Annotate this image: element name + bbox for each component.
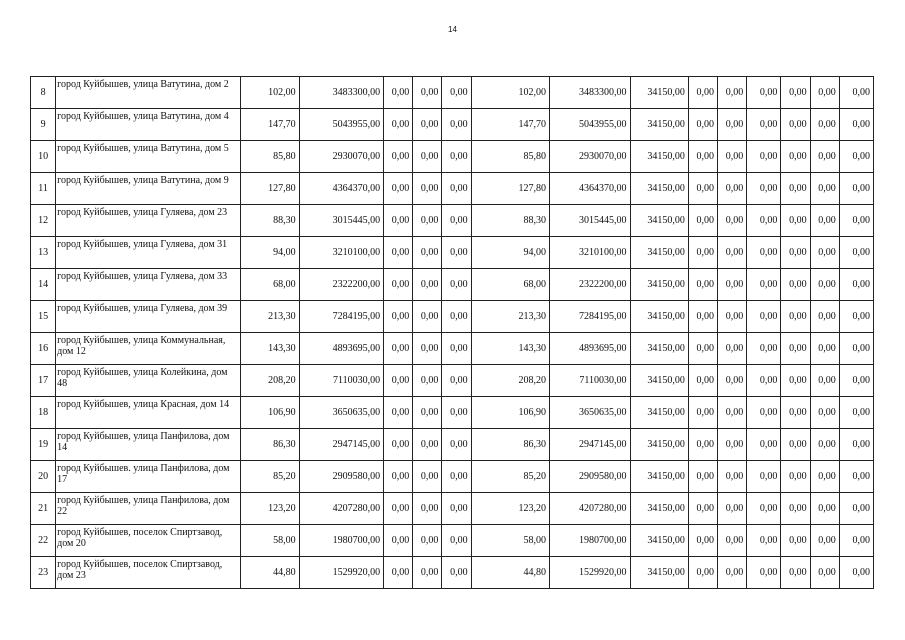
value-cell: 68,00 xyxy=(241,269,299,301)
value-cell: 0,00 xyxy=(718,397,747,429)
table-row xyxy=(31,397,874,429)
table-row xyxy=(31,461,874,493)
value-cell: 34150,00 xyxy=(630,141,688,173)
value-cell: 0,00 xyxy=(688,237,717,269)
value-cell: 0,00 xyxy=(718,557,747,589)
value-cell: 0,00 xyxy=(718,493,747,525)
value-cell: 88,30 xyxy=(241,205,299,237)
value-cell: 143,30 xyxy=(471,333,549,365)
value-cell: 86,30 xyxy=(241,429,299,461)
value-cell: 0,00 xyxy=(688,141,717,173)
value-cell: 0,00 xyxy=(839,205,873,237)
address-cell: город Куйбышев, улица Ватутина, дом 4 xyxy=(56,109,241,141)
value-cell: 0,00 xyxy=(442,461,471,493)
value-cell: 0,00 xyxy=(413,365,442,397)
value-cell: 0,00 xyxy=(718,461,747,493)
value-cell: 0,00 xyxy=(384,461,413,493)
value-cell: 0,00 xyxy=(413,557,442,589)
table-row xyxy=(31,173,874,205)
value-cell: 0,00 xyxy=(442,77,471,109)
value-cell: 0,00 xyxy=(718,429,747,461)
value-cell: 0,00 xyxy=(718,525,747,557)
value-cell: 0,00 xyxy=(413,461,442,493)
value-cell: 34150,00 xyxy=(630,109,688,141)
value-cell: 0,00 xyxy=(747,461,781,493)
value-cell: 123,20 xyxy=(241,493,299,525)
value-cell: 7110030,00 xyxy=(299,365,384,397)
value-cell: 0,00 xyxy=(442,205,471,237)
value-cell: 0,00 xyxy=(442,365,471,397)
value-cell: 0,00 xyxy=(413,525,442,557)
value-cell: 85,80 xyxy=(471,141,549,173)
address-cell: город Куйбышев, улица Панфилова, дом 22 xyxy=(56,493,241,525)
value-cell: 0,00 xyxy=(810,109,839,141)
address-cell: город Куйбышев, улица Колейкина, дом 48 xyxy=(56,365,241,397)
value-cell: 0,00 xyxy=(747,205,781,237)
value-cell: 0,00 xyxy=(810,77,839,109)
address-cell: город Куйбышев, улица Ватутина, дом 5 xyxy=(56,141,241,173)
table-row xyxy=(31,109,874,141)
value-cell: 0,00 xyxy=(688,493,717,525)
value-cell: 0,00 xyxy=(384,493,413,525)
value-cell: 0,00 xyxy=(688,205,717,237)
row-number: 14 xyxy=(31,269,56,301)
value-cell: 0,00 xyxy=(688,557,717,589)
value-cell: 102,00 xyxy=(241,77,299,109)
value-cell: 106,90 xyxy=(471,397,549,429)
value-cell: 34150,00 xyxy=(630,397,688,429)
value-cell: 34150,00 xyxy=(630,333,688,365)
value-cell: 0,00 xyxy=(810,269,839,301)
value-cell: 123,20 xyxy=(471,493,549,525)
value-cell: 94,00 xyxy=(471,237,549,269)
value-cell: 0,00 xyxy=(688,269,717,301)
value-cell: 5043955,00 xyxy=(299,109,384,141)
value-cell: 0,00 xyxy=(747,109,781,141)
value-cell: 34150,00 xyxy=(630,525,688,557)
value-cell: 3210100,00 xyxy=(299,237,384,269)
value-cell: 0,00 xyxy=(688,525,717,557)
value-cell: 0,00 xyxy=(688,301,717,333)
address-cell: город Куйбышев, улица Гуляева, дом 31 xyxy=(56,237,241,269)
value-cell: 0,00 xyxy=(839,237,873,269)
value-cell: 7110030,00 xyxy=(550,365,630,397)
value-cell: 0,00 xyxy=(688,429,717,461)
address-cell: город Куйбышев, улица Ватутина, дом 2 xyxy=(56,77,241,109)
value-cell: 0,00 xyxy=(839,429,873,461)
row-number: 16 xyxy=(31,333,56,365)
value-cell: 0,00 xyxy=(442,557,471,589)
value-cell: 34150,00 xyxy=(630,493,688,525)
value-cell: 143,30 xyxy=(241,333,299,365)
value-cell: 0,00 xyxy=(839,301,873,333)
value-cell: 0,00 xyxy=(810,237,839,269)
address-cell: город Куйбышев, поселок Спиртзавод, дом 23 xyxy=(56,557,241,589)
table-row xyxy=(31,429,874,461)
value-cell: 0,00 xyxy=(810,397,839,429)
value-cell: 0,00 xyxy=(688,109,717,141)
value-cell: 2909580,00 xyxy=(550,461,630,493)
table-row xyxy=(31,365,874,397)
value-cell: 0,00 xyxy=(413,109,442,141)
value-cell: 44,80 xyxy=(471,557,549,589)
value-cell: 0,00 xyxy=(413,77,442,109)
address-cell: город Куйбышев, улица Ватутина, дом 9 xyxy=(56,173,241,205)
data-table xyxy=(30,76,874,589)
value-cell: 213,30 xyxy=(241,301,299,333)
row-number: 20 xyxy=(31,461,56,493)
value-cell: 0,00 xyxy=(718,109,747,141)
value-cell: 3483300,00 xyxy=(299,77,384,109)
value-cell: 0,00 xyxy=(839,333,873,365)
value-cell: 0,00 xyxy=(688,173,717,205)
row-number: 21 xyxy=(31,493,56,525)
value-cell: 2947145,00 xyxy=(550,429,630,461)
value-cell: 0,00 xyxy=(688,461,717,493)
value-cell: 34150,00 xyxy=(630,301,688,333)
value-cell: 213,30 xyxy=(471,301,549,333)
value-cell: 0,00 xyxy=(384,301,413,333)
value-cell: 0,00 xyxy=(781,557,810,589)
table-row xyxy=(31,237,874,269)
value-cell: 0,00 xyxy=(810,525,839,557)
value-cell: 0,00 xyxy=(810,557,839,589)
value-cell: 0,00 xyxy=(810,461,839,493)
value-cell: 34150,00 xyxy=(630,365,688,397)
table-row xyxy=(31,77,874,109)
row-number: 13 xyxy=(31,237,56,269)
value-cell: 85,20 xyxy=(241,461,299,493)
value-cell: 0,00 xyxy=(442,301,471,333)
value-cell: 0,00 xyxy=(688,365,717,397)
value-cell: 127,80 xyxy=(471,173,549,205)
row-number: 10 xyxy=(31,141,56,173)
value-cell: 0,00 xyxy=(781,77,810,109)
value-cell: 4364370,00 xyxy=(550,173,630,205)
value-cell: 0,00 xyxy=(810,429,839,461)
value-cell: 0,00 xyxy=(384,237,413,269)
value-cell: 0,00 xyxy=(781,461,810,493)
value-cell: 106,90 xyxy=(241,397,299,429)
value-cell: 58,00 xyxy=(471,525,549,557)
value-cell: 58,00 xyxy=(241,525,299,557)
value-cell: 0,00 xyxy=(442,109,471,141)
value-cell: 0,00 xyxy=(747,557,781,589)
value-cell: 68,00 xyxy=(471,269,549,301)
value-cell: 0,00 xyxy=(781,397,810,429)
value-cell: 208,20 xyxy=(471,365,549,397)
value-cell: 0,00 xyxy=(781,141,810,173)
value-cell: 0,00 xyxy=(781,269,810,301)
value-cell: 0,00 xyxy=(718,301,747,333)
row-number: 9 xyxy=(31,109,56,141)
value-cell: 0,00 xyxy=(688,77,717,109)
value-cell: 34150,00 xyxy=(630,77,688,109)
address-cell: город Куйбышев, улица Гуляева, дом 33 xyxy=(56,269,241,301)
row-number: 8 xyxy=(31,77,56,109)
value-cell: 0,00 xyxy=(384,333,413,365)
value-cell: 208,20 xyxy=(241,365,299,397)
value-cell: 88,30 xyxy=(471,205,549,237)
value-cell: 0,00 xyxy=(747,301,781,333)
value-cell: 0,00 xyxy=(384,525,413,557)
value-cell: 34150,00 xyxy=(630,173,688,205)
value-cell: 0,00 xyxy=(688,397,717,429)
value-cell: 0,00 xyxy=(384,173,413,205)
value-cell: 0,00 xyxy=(747,237,781,269)
value-cell: 4207280,00 xyxy=(550,493,630,525)
value-cell: 0,00 xyxy=(442,493,471,525)
value-cell: 1529920,00 xyxy=(299,557,384,589)
value-cell: 3015445,00 xyxy=(299,205,384,237)
value-cell: 0,00 xyxy=(718,269,747,301)
address-cell: город Куйбышев, улица Гуляева, дом 39 xyxy=(56,301,241,333)
value-cell: 0,00 xyxy=(747,141,781,173)
row-number: 19 xyxy=(31,429,56,461)
value-cell: 3650635,00 xyxy=(299,397,384,429)
value-cell: 0,00 xyxy=(442,173,471,205)
value-cell: 34150,00 xyxy=(630,269,688,301)
value-cell: 2322200,00 xyxy=(550,269,630,301)
value-cell: 2930070,00 xyxy=(299,141,384,173)
value-cell: 0,00 xyxy=(747,77,781,109)
value-cell: 0,00 xyxy=(384,269,413,301)
value-cell: 5043955,00 xyxy=(550,109,630,141)
value-cell: 0,00 xyxy=(747,333,781,365)
value-cell: 34150,00 xyxy=(630,429,688,461)
value-cell: 1980700,00 xyxy=(550,525,630,557)
value-cell: 0,00 xyxy=(442,269,471,301)
value-cell: 0,00 xyxy=(839,365,873,397)
value-cell: 0,00 xyxy=(718,173,747,205)
value-cell: 0,00 xyxy=(781,365,810,397)
value-cell: 0,00 xyxy=(747,493,781,525)
address-cell: город Куйбышев, поселок Спиртзавод, дом 20 xyxy=(56,525,241,557)
table-row xyxy=(31,141,874,173)
value-cell: 0,00 xyxy=(718,77,747,109)
value-cell: 0,00 xyxy=(384,109,413,141)
value-cell: 0,00 xyxy=(442,397,471,429)
value-cell: 102,00 xyxy=(471,77,549,109)
value-cell: 7284195,00 xyxy=(299,301,384,333)
address-cell: город Куйбышев, улица Коммунальная, дом 12 xyxy=(56,333,241,365)
row-number: 17 xyxy=(31,365,56,397)
value-cell: 0,00 xyxy=(839,173,873,205)
value-cell: 2322200,00 xyxy=(299,269,384,301)
value-cell: 0,00 xyxy=(688,333,717,365)
value-cell: 0,00 xyxy=(747,525,781,557)
value-cell: 2930070,00 xyxy=(550,141,630,173)
value-cell: 0,00 xyxy=(747,269,781,301)
value-cell: 4893695,00 xyxy=(299,333,384,365)
value-cell: 94,00 xyxy=(241,237,299,269)
value-cell: 0,00 xyxy=(747,173,781,205)
value-cell: 34150,00 xyxy=(630,557,688,589)
value-cell: 0,00 xyxy=(413,141,442,173)
row-number: 22 xyxy=(31,525,56,557)
value-cell: 0,00 xyxy=(839,493,873,525)
value-cell: 44,80 xyxy=(241,557,299,589)
value-cell: 0,00 xyxy=(718,365,747,397)
value-cell: 34150,00 xyxy=(630,461,688,493)
value-cell: 0,00 xyxy=(718,205,747,237)
value-cell: 0,00 xyxy=(839,397,873,429)
value-cell: 0,00 xyxy=(413,205,442,237)
value-cell: 34150,00 xyxy=(630,237,688,269)
value-cell: 0,00 xyxy=(384,397,413,429)
value-cell: 3483300,00 xyxy=(550,77,630,109)
value-cell: 0,00 xyxy=(839,525,873,557)
value-cell: 0,00 xyxy=(839,557,873,589)
value-cell: 0,00 xyxy=(413,237,442,269)
value-cell: 0,00 xyxy=(810,365,839,397)
value-cell: 0,00 xyxy=(781,429,810,461)
value-cell: 4207280,00 xyxy=(299,493,384,525)
row-number: 12 xyxy=(31,205,56,237)
row-number: 15 xyxy=(31,301,56,333)
value-cell: 0,00 xyxy=(781,493,810,525)
value-cell: 0,00 xyxy=(747,429,781,461)
value-cell: 0,00 xyxy=(413,269,442,301)
value-cell: 0,00 xyxy=(781,333,810,365)
table-row xyxy=(31,493,874,525)
value-cell: 1980700,00 xyxy=(299,525,384,557)
value-cell: 3015445,00 xyxy=(550,205,630,237)
value-cell: 0,00 xyxy=(839,141,873,173)
value-cell: 0,00 xyxy=(384,557,413,589)
table-row xyxy=(31,205,874,237)
value-cell: 1529920,00 xyxy=(550,557,630,589)
value-cell: 0,00 xyxy=(718,141,747,173)
value-cell: 0,00 xyxy=(413,397,442,429)
value-cell: 0,00 xyxy=(413,173,442,205)
row-number: 23 xyxy=(31,557,56,589)
value-cell: 2909580,00 xyxy=(299,461,384,493)
value-cell: 3210100,00 xyxy=(550,237,630,269)
address-cell: город Куйбышев, улица Панфилова, дом 14 xyxy=(56,429,241,461)
value-cell: 0,00 xyxy=(384,205,413,237)
table-row xyxy=(31,525,874,557)
value-cell: 0,00 xyxy=(442,525,471,557)
value-cell: 0,00 xyxy=(781,301,810,333)
value-cell: 0,00 xyxy=(839,461,873,493)
value-cell: 0,00 xyxy=(718,237,747,269)
row-number: 11 xyxy=(31,173,56,205)
table-row xyxy=(31,269,874,301)
value-cell: 0,00 xyxy=(384,365,413,397)
value-cell: 0,00 xyxy=(810,493,839,525)
value-cell: 0,00 xyxy=(384,77,413,109)
value-cell: 86,30 xyxy=(471,429,549,461)
value-cell: 0,00 xyxy=(781,109,810,141)
address-cell: город Куйбышев. улица Панфилова, дом 17 xyxy=(56,461,241,493)
value-cell: 0,00 xyxy=(413,429,442,461)
value-cell: 0,00 xyxy=(839,77,873,109)
value-cell: 34150,00 xyxy=(630,205,688,237)
value-cell: 147,70 xyxy=(471,109,549,141)
value-cell: 85,80 xyxy=(241,141,299,173)
value-cell: 0,00 xyxy=(839,109,873,141)
value-cell: 0,00 xyxy=(781,173,810,205)
value-cell: 0,00 xyxy=(810,301,839,333)
page-number: 14 xyxy=(448,25,457,34)
value-cell: 0,00 xyxy=(810,333,839,365)
value-cell: 0,00 xyxy=(781,525,810,557)
value-cell: 0,00 xyxy=(747,365,781,397)
value-cell: 0,00 xyxy=(413,301,442,333)
value-cell: 0,00 xyxy=(810,141,839,173)
address-cell: город Куйбышев, улица Гуляева, дом 23 xyxy=(56,205,241,237)
address-cell: город Куйбышев, улица Красная, дом 14 xyxy=(56,397,241,429)
value-cell: 3650635,00 xyxy=(550,397,630,429)
value-cell: 127,80 xyxy=(241,173,299,205)
value-cell: 85,20 xyxy=(471,461,549,493)
value-cell: 0,00 xyxy=(413,493,442,525)
table-row xyxy=(31,333,874,365)
value-cell: 0,00 xyxy=(718,333,747,365)
value-cell: 0,00 xyxy=(442,237,471,269)
value-cell: 0,00 xyxy=(384,429,413,461)
value-cell: 0,00 xyxy=(747,397,781,429)
value-cell: 0,00 xyxy=(810,205,839,237)
value-cell: 4364370,00 xyxy=(299,173,384,205)
value-cell: 0,00 xyxy=(442,141,471,173)
value-cell: 2947145,00 xyxy=(299,429,384,461)
value-cell: 0,00 xyxy=(810,173,839,205)
value-cell: 0,00 xyxy=(384,141,413,173)
table-row xyxy=(31,301,874,333)
row-number: 18 xyxy=(31,397,56,429)
value-cell: 0,00 xyxy=(442,333,471,365)
value-cell: 0,00 xyxy=(413,333,442,365)
value-cell: 0,00 xyxy=(442,429,471,461)
table-row xyxy=(31,557,874,589)
value-cell: 7284195,00 xyxy=(550,301,630,333)
value-cell: 0,00 xyxy=(781,205,810,237)
value-cell: 0,00 xyxy=(839,269,873,301)
table-body xyxy=(31,77,874,589)
value-cell: 0,00 xyxy=(781,237,810,269)
value-cell: 4893695,00 xyxy=(550,333,630,365)
value-cell: 147,70 xyxy=(241,109,299,141)
